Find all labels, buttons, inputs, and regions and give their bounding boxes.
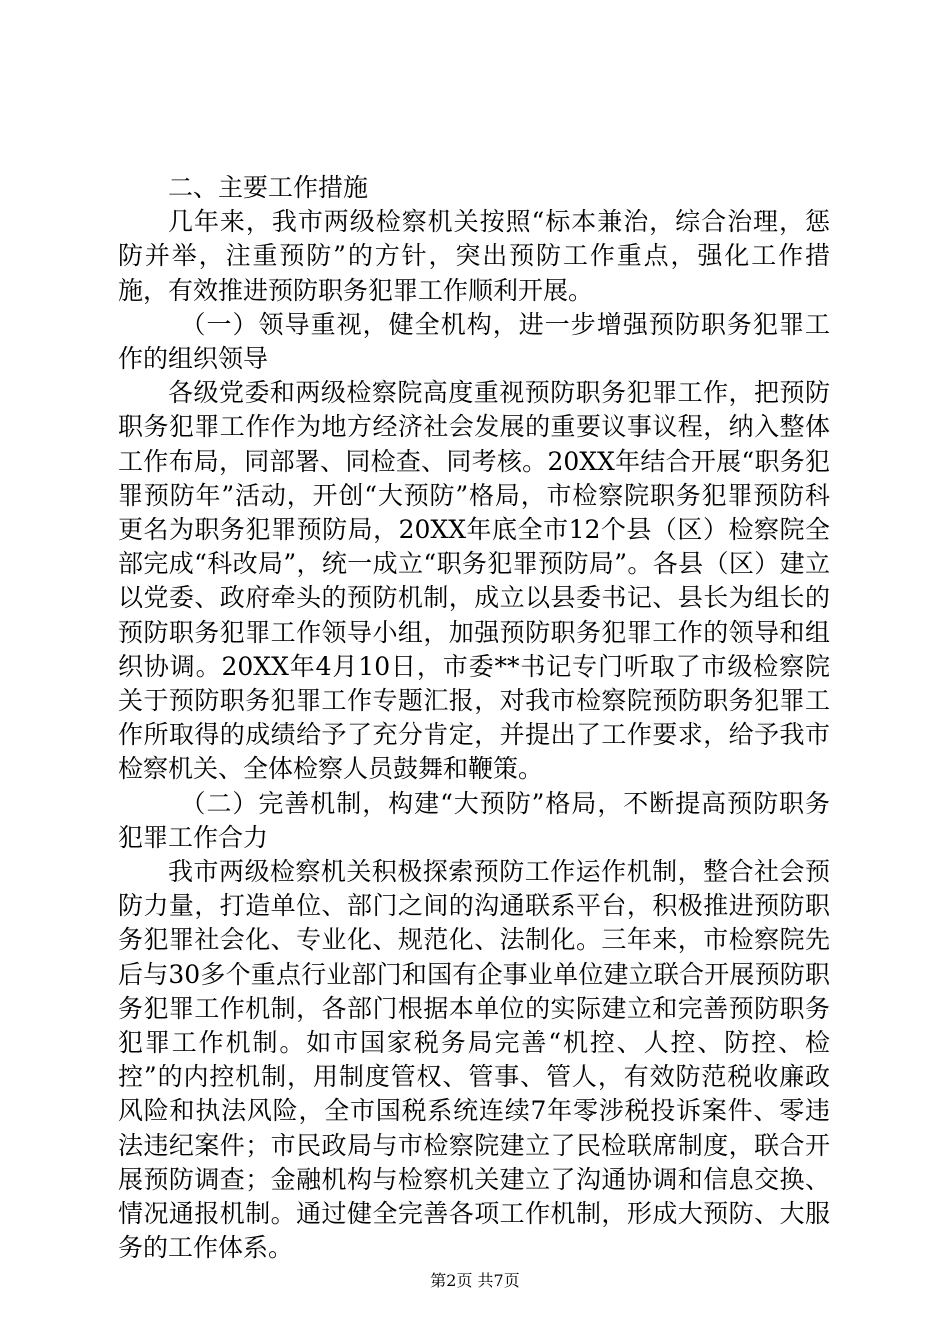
subsection-heading-2: （二）完善机制，构建“大预防”格局，不断提高预防职务犯罪工作合力 <box>118 788 830 852</box>
subsection-heading-1: （一）领导重视，健全机构，进一步增强预防职务犯罪工作的组织领导 <box>118 309 830 374</box>
body-paragraph-1: 各级党委和两级检察院高度重视预防职务犯罪工作，把预防职务犯罪工作作为地方经济社会发展的重要议事议程，纳入整体工作布局，同部署、同检查、同考核。20XX年结合开展“职务犯罪预防年”活动，开创“大预防”格局，市检察院职务犯罪预防科更名为职务犯罪预防局，20XX年底全市12个县（区）检察院全部完成“科改局”，统一成立“职务犯罪预防局”。各县（区）建立以党委、政府牵头的预防机制，成立以县委书记、县长为组长的预防职务犯罪工作领导小组，加强预防职务犯罪工作的领导和组织协调。20XX年4月10日，市委**书记专门听取了市级检察院关于预防职务犯罪工作专题汇报，对我市检察院预防职务犯罪工作所取得的成绩给予了充分肯定，并提出了工作要求，给予我市检察机关、全体检察人员鼓舞和鞭策。 <box>118 378 830 784</box>
page-footer <box>0 1271 950 1291</box>
intro-paragraph: 几年来，我市两级检察机关按照“标本兼治，综合治理，惩防并举，注重预防”的方针，突出预防工作重点，强化工作措施，有效推进预防职务犯罪工作顺利开展。 <box>118 207 830 305</box>
section-heading: 二、主要工作措施 <box>168 173 369 202</box>
body-paragraph-2: 我市两级检察机关积极探索预防工作运作机制，整合社会预防力量，打造单位、部门之间的沟通联系平台，积极推进预防职务犯罪社会化、专业化、规范化、法制化。三年来，市检察院先后与30多个重点行业部门和国有企事业单位建立联合开展预防职务犯罪工作机制，各部门根据本单位的实际建立和完善预防职务犯罪工作机制。如市国家税务局完善“机控、人控、防控、检控”的内控机制，用制度管权、管事、管人，有效防范税收廉政风险和执法风险，全市国税系统连续7年零涉税投诉案件、零违法违纪案件；市民政局与市检察院建立了民检联席制度，联合开展预防调查；金融机构与检察机关建立了沟通协调和信息交换、情况通报机制。通过健全完善各项工作机制，形成大预防、大服务的工作体系。 <box>118 857 830 1263</box>
page-number: 第2页 共7页 <box>430 1271 520 1290</box>
document-body <box>118 171 830 1266</box>
